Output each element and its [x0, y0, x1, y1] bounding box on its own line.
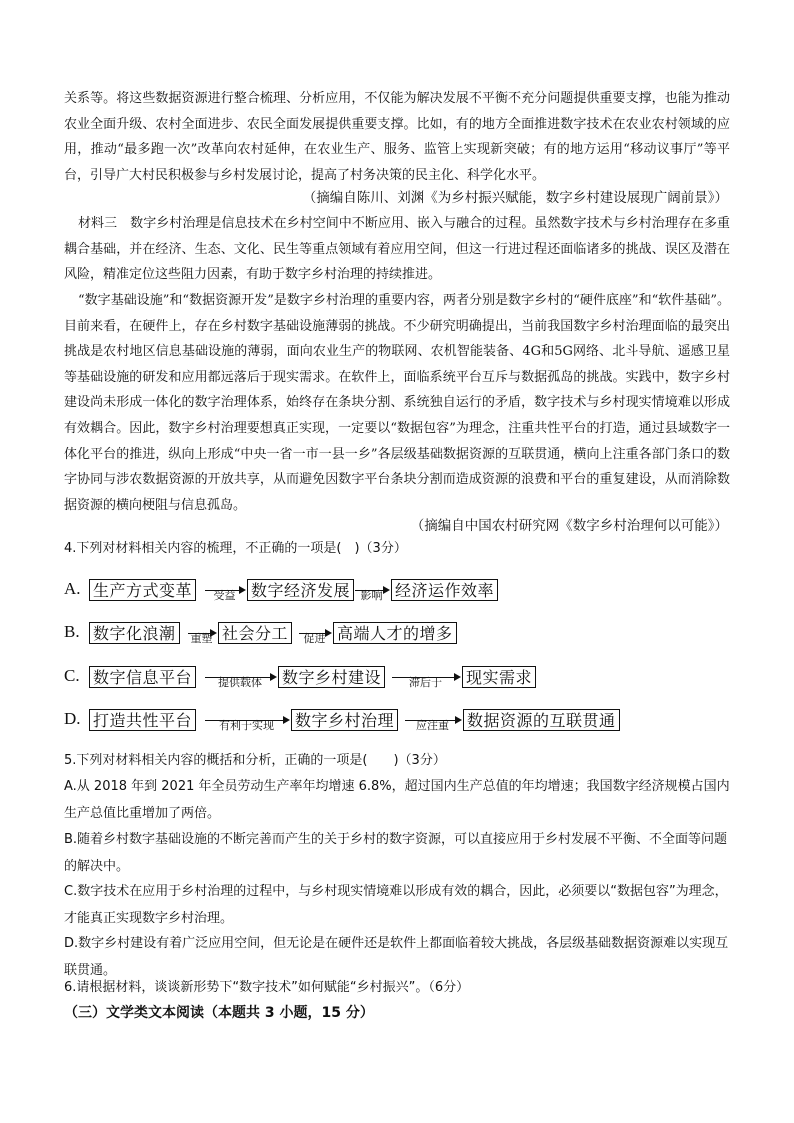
flow-box: 生产方式变革 — [89, 579, 196, 601]
source-citation-2: （摘编自中国农村研究网《数字乡村治理何以可能》） — [410, 518, 728, 534]
question-6-stem: 6.请根据材料，谈谈新形势下“数字技术”如何赋能“乡村振兴”。（6分） — [64, 980, 470, 995]
flow-box: 数据资源的互联贯通 — [463, 709, 620, 731]
arrow-label: 应注重 — [416, 719, 449, 732]
question-5-option-d[interactable]: D.数字乡村建设有着广泛应用空间，但无论是在硬件还是软件上都面临着较大挑战，各层级基础数据资源难以实现互联贯通。 — [64, 936, 729, 978]
arrow-icon — [205, 676, 275, 689]
option-letter: D. — [64, 709, 81, 728]
source-citation-1: （摘编自陈川、刘渊《为乡村振兴赋能，数字乡村建设展现广阔前景》） — [302, 190, 728, 206]
flow-box: 社会分工 — [218, 622, 292, 644]
arrow-label: 促进 — [303, 632, 326, 645]
flow-box: 打造共性平台 — [89, 709, 196, 731]
flow-box: 数字乡村建设 — [278, 666, 385, 688]
flow-box: 数字信息平台 — [89, 666, 196, 688]
arrow-icon — [355, 589, 388, 602]
question-5-option-b[interactable]: B.随着乡村数字基础设施的不断完善而产生的关于乡村的数字资源，可以直接应用于乡村发展不平衡、不全面等问题的解决中。 — [64, 832, 728, 874]
question-4-stem: 4.下列对材料相关内容的梳理，不正确的一项是( )（3分） — [64, 541, 407, 556]
arrow-icon — [188, 632, 215, 645]
flow-box: 数字经济发展 — [247, 579, 354, 601]
section-heading: （三）文学类文本阅读（本题共 3 小题，15 分） — [64, 1005, 374, 1021]
passage-paragraph-1: 关系等。将这些数据资源进行整合梳理、分析应用，不仅能为解决发展不平衡不充分问题提供重要支撑，也能为推动农业全面升级、农村全面进步、农民全面发展提供重要支撑。比如，有的地方全面推进数字技术在农业农村领域的应用，推动“最多跑一次”改革向农村延伸，在农业生产、服务、监管上实现新突破；有的地方运用“移动议事厅”等平台，引导广大村民积极参与乡村发展讨论，提高了村务决策的民主化、科学化水平。 — [64, 91, 730, 183]
flow-box: 数字乡村治理 — [291, 709, 398, 731]
arrow-label: 滞后于 — [409, 676, 442, 689]
arrow-label: 重塑 — [190, 632, 213, 645]
arrow-label: 影响 — [360, 589, 383, 602]
flow-box: 现实需求 — [462, 666, 536, 688]
question-5-option-a[interactable]: A.从 2018 年到 2021 年全员劳动生产率年均增速 6.8%，超过国内生产总值的年均增速；我国数字经济规模占国内生产总值比重增加了两倍。 — [64, 779, 730, 821]
arrow-icon — [299, 632, 330, 645]
question-5-option-c[interactable]: C.数字技术在应用于乡村治理的过程中，与乡村现实情境难以形成有效的耦合，因此，必须要以“数据包容”为理念，才能真正实现数字乡村治理。 — [64, 884, 728, 926]
arrow-label: 提供载体 — [218, 676, 262, 689]
arrow-icon — [405, 719, 460, 732]
option-letter: C. — [64, 666, 80, 685]
arrow-icon — [205, 589, 244, 602]
passage-paragraph-3: “数字基础设施”和“数据资源开发”是数字乡村治理的重要内容，两者分别是数字乡村的“硬件底座”和“软件基础”。目前来看，在硬件上，存在乡村数字基础设施薄弱的挑战。不少研究明确提出，当前我国数字乡村治理面临的最突出挑战是农村地区信息基础设施的薄弱，面向农业生产的物联网、农机智能装备、4G和5G网络、北斗导航、遥感卫星等基础设施的研发和应用都远落后于现实需求。在软件上，面临系统平台互斥与数据孤岛的挑战。实践中，数字乡村建设尚未形成一体化的数字治理体系，始终存在条块分割、系统独自运行的矛盾，数字技术与乡村现实情境难以形成有效耦合。因此，数字乡村治理要想真正实现，一定要以“数据包容”为理念，注重共性平台的打造，通过县域数字一体化平台的推进，纵向上形成“中央一省一市一县一乡”各层级基础数据资源的互联贯通，横向上注重各部门条口的数字协同与涉农数据资源的开放共享，从而避免因数字平台条块分割而造成资源的浪费和平台的重复建设，从而消除数据资源的横向梗阻与信息孤岛。 — [64, 293, 730, 513]
flow-box: 数字化浪潮 — [89, 622, 180, 644]
passage-paragraph-2: 材料三 数字乡村治理是信息技术在乡村空间中不断应用、嵌入与融合的过程。虽然数字技术与乡村治理存在多重耦合基础，并在经济、生态、文化、民生等重点领域有着应用空间，但这一行进过程还面临诸多的挑战、误区及潜在风险，精准定位这些阻力因素，有助于数字乡村治理的持续推进。 — [64, 216, 730, 283]
option-letter: A. — [64, 579, 81, 598]
option-letter: B. — [64, 622, 80, 641]
question-5-stem: 5.下列对材料相关内容的概括和分析，正确的一项是( )（3分） — [64, 753, 446, 768]
arrow-icon — [392, 676, 459, 689]
arrow-icon — [205, 719, 288, 732]
arrow-label: 受益 — [213, 589, 236, 602]
flow-box: 经济运作效率 — [391, 579, 498, 601]
flow-box: 高端人才的增多 — [333, 622, 457, 644]
arrow-label: 有利于实现 — [219, 719, 274, 732]
